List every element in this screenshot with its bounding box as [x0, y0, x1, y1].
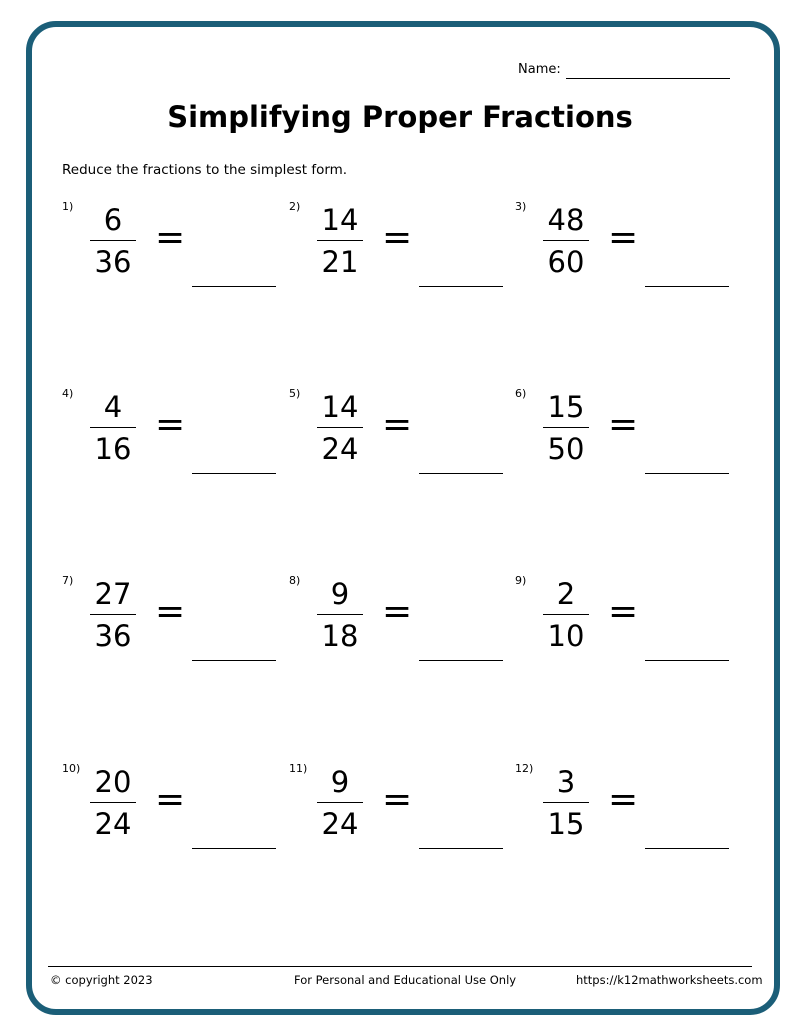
problem-number: 11)	[289, 762, 308, 775]
numerator: 14	[321, 203, 359, 237]
problem-1	[62, 200, 287, 310]
problem-4	[62, 387, 287, 497]
fraction-bar	[543, 427, 589, 428]
name-field[interactable]	[566, 78, 730, 79]
fraction-bar	[90, 427, 136, 428]
equals-sign: =	[608, 591, 639, 632]
equals-sign: =	[382, 779, 413, 820]
answer-blank[interactable]	[419, 848, 503, 849]
equals-sign: =	[155, 404, 186, 445]
answer-blank[interactable]	[645, 286, 729, 287]
fraction-bar	[317, 802, 363, 803]
equals-sign: =	[382, 591, 413, 632]
problem-number: 2)	[289, 200, 301, 213]
fraction	[317, 202, 363, 280]
fraction	[543, 764, 589, 842]
fraction-bar	[543, 614, 589, 615]
instructions: Reduce the fractions to the simplest form.	[62, 162, 348, 178]
numerator: 9	[330, 765, 350, 799]
numerator: 4	[103, 390, 123, 424]
answer-blank[interactable]	[192, 848, 276, 849]
answer-blank[interactable]	[419, 286, 503, 287]
problem-8	[289, 574, 514, 684]
problem-2	[289, 200, 514, 310]
copyright-text: © copyright 2023	[50, 973, 153, 987]
problem-12	[515, 762, 740, 872]
fraction-bar	[317, 240, 363, 241]
problem-number: 6)	[515, 387, 527, 400]
answer-blank[interactable]	[645, 848, 729, 849]
problem-number: 1)	[62, 200, 74, 213]
numerator: 14	[321, 390, 359, 424]
answer-blank[interactable]	[192, 473, 276, 474]
footer-divider	[48, 966, 752, 967]
problem-number: 3)	[515, 200, 527, 213]
equals-sign: =	[155, 779, 186, 820]
fraction	[317, 576, 363, 654]
fraction	[90, 389, 136, 467]
numerator: 9	[330, 577, 350, 611]
problem-11	[289, 762, 514, 872]
denominator: 15	[547, 807, 585, 841]
problem-number: 7)	[62, 574, 74, 587]
denominator: 10	[547, 619, 585, 653]
fraction	[317, 389, 363, 467]
numerator: 20	[94, 765, 132, 799]
fraction	[90, 764, 136, 842]
usage-notice: For Personal and Educational Use Only	[294, 973, 517, 987]
answer-blank[interactable]	[419, 660, 503, 661]
numerator: 3	[556, 765, 576, 799]
denominator: 21	[321, 245, 359, 279]
fraction	[90, 576, 136, 654]
fraction-bar	[90, 802, 136, 803]
problem-7	[62, 574, 287, 684]
worksheet-title: Simplifying Proper Fractions	[167, 100, 633, 134]
problem-number: 5)	[289, 387, 301, 400]
denominator: 24	[94, 807, 132, 841]
problem-number: 4)	[62, 387, 74, 400]
equals-sign: =	[382, 217, 413, 258]
denominator: 36	[94, 245, 132, 279]
answer-blank[interactable]	[645, 473, 729, 474]
equals-sign: =	[608, 217, 639, 258]
denominator: 36	[94, 619, 132, 653]
problem-number: 9)	[515, 574, 527, 587]
fraction	[543, 202, 589, 280]
problem-5	[289, 387, 514, 497]
denominator: 24	[321, 807, 359, 841]
numerator: 2	[556, 577, 576, 611]
problem-6	[515, 387, 740, 497]
equals-sign: =	[155, 591, 186, 632]
fraction-bar	[317, 614, 363, 615]
problem-3	[515, 200, 740, 310]
numerator: 48	[547, 203, 585, 237]
problem-9	[515, 574, 740, 684]
fraction	[543, 389, 589, 467]
numerator: 27	[94, 577, 132, 611]
name-label: Name:	[518, 62, 561, 77]
problem-number: 10)	[62, 762, 81, 775]
denominator: 24	[321, 432, 359, 466]
problem-number: 12)	[515, 762, 534, 775]
equals-sign: =	[382, 404, 413, 445]
fraction-bar	[90, 614, 136, 615]
fraction	[90, 202, 136, 280]
fraction	[543, 576, 589, 654]
fraction-bar	[90, 240, 136, 241]
answer-blank[interactable]	[419, 473, 503, 474]
numerator: 15	[547, 390, 585, 424]
denominator: 16	[94, 432, 132, 466]
answer-blank[interactable]	[192, 660, 276, 661]
fraction-bar	[543, 802, 589, 803]
denominator: 60	[547, 245, 585, 279]
denominator: 18	[321, 619, 359, 653]
denominator: 50	[547, 432, 585, 466]
answer-blank[interactable]	[645, 660, 729, 661]
fraction-bar	[317, 427, 363, 428]
fraction-bar	[543, 240, 589, 241]
problem-number: 8)	[289, 574, 301, 587]
answer-blank[interactable]	[192, 286, 276, 287]
equals-sign: =	[608, 779, 639, 820]
problem-10	[62, 762, 287, 872]
equals-sign: =	[155, 217, 186, 258]
equals-sign: =	[608, 404, 639, 445]
website-link[interactable]: https://k12mathworksheets.com	[576, 973, 763, 987]
fraction	[317, 764, 363, 842]
numerator: 6	[103, 203, 123, 237]
